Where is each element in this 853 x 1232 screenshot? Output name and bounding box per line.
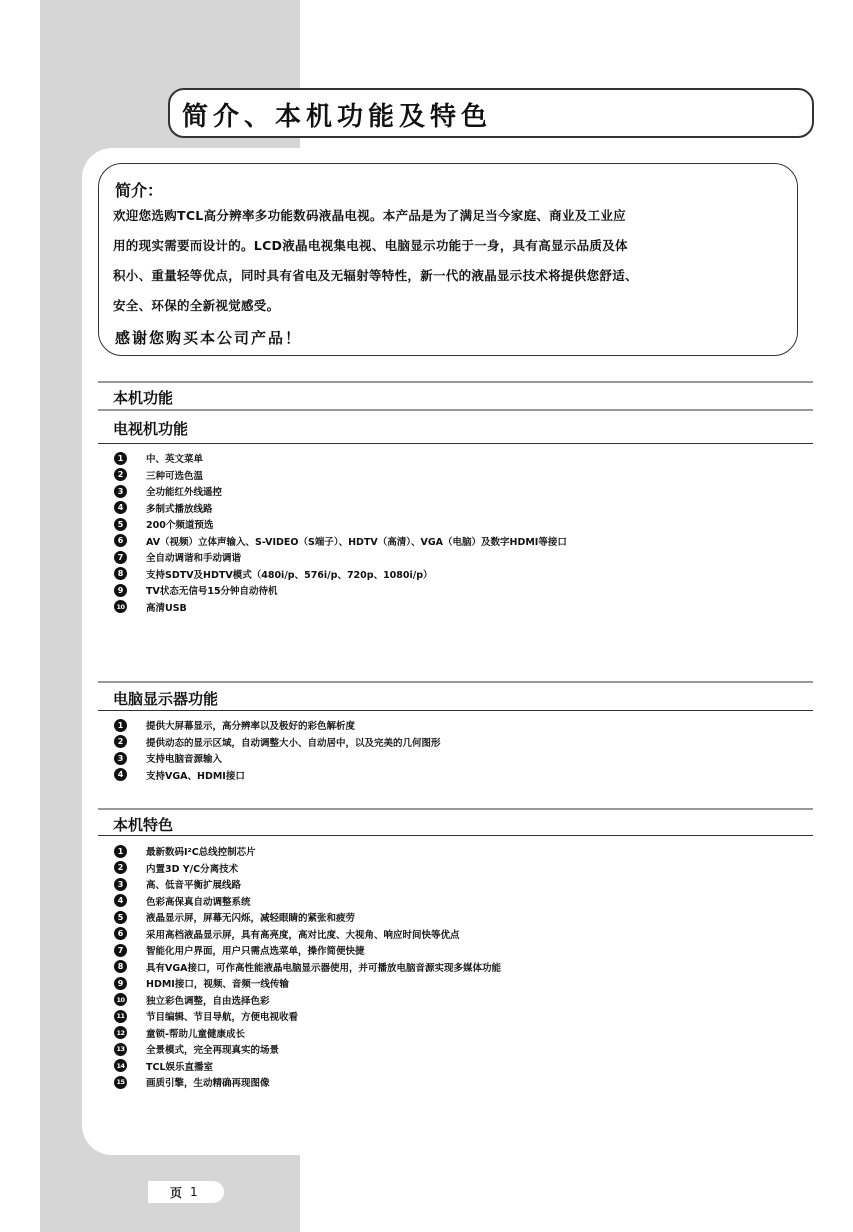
number-badge: 3	[114, 485, 127, 498]
number-badge: 13	[114, 1043, 127, 1056]
tv-functions-heading: 电视机功能	[113, 420, 189, 438]
number-badge: 14	[114, 1059, 127, 1072]
intro-line-1: 欢迎您选购TCL高分辨率多功能数码液晶电视。本产品是为了满足当今家庭、商业及工业应	[113, 208, 626, 223]
number-badge: 2	[114, 861, 127, 874]
list-item: 2 三种可选色温	[114, 467, 567, 484]
divider	[98, 710, 813, 711]
number-badge: 2	[114, 735, 127, 748]
number-badge: 12	[114, 1026, 127, 1039]
number-badge: 11	[114, 1010, 127, 1023]
list-item: 9 TV状态无信号15分钟自动待机	[114, 582, 567, 599]
list-item: 12 童锁-帮助儿童健康成长	[114, 1025, 501, 1042]
feature-list	[114, 843, 501, 1091]
list-item: 4 支持VGA、HDMI接口	[114, 767, 441, 784]
list-item: 13 全景模式，完全再现真实的场景	[114, 1041, 501, 1058]
divider	[98, 835, 813, 836]
intro-line-4: 安全、环保的全新视觉感受。	[113, 298, 280, 313]
list-item: 6 采用高档液晶显示屏，具有高亮度，高对比度、大视角、响应时间快等优点	[114, 926, 501, 943]
list-item: 1 最新数码I²C总线控制芯片	[114, 843, 501, 860]
number-badge: 6	[114, 534, 127, 547]
list-item: 7 智能化用户界面，用户只需点选菜单，操作简便快捷	[114, 942, 501, 959]
number-badge: 6	[114, 927, 127, 940]
intro-thanks: 感谢您购买本公司产品！	[115, 329, 303, 347]
list-item: 1 提供大屏幕显示，高分辨率以及极好的彩色解析度	[114, 717, 441, 734]
number-badge: 1	[114, 719, 127, 732]
pc-functions-heading: 电脑显示器功能	[113, 690, 219, 708]
list-item: 5 200个频道预选	[114, 516, 567, 533]
intro-line-2: 用的现实需要而设计的。LCD液晶电视集电视、电脑显示功能于一身，具有高显示品质及体	[113, 238, 628, 253]
page-number-tab	[148, 1181, 224, 1203]
divider	[98, 409, 813, 411]
list-item: 4 色彩高保真自动调整系统	[114, 893, 501, 910]
list-item: 6 AV（视频）立体声输入、S-VIDEO（S端子）、HDTV（高清）、VGA（电脑）及数字HDMI等接口	[114, 533, 567, 550]
number-badge: 1	[114, 452, 127, 465]
intro-line-3: 积小、重量轻等优点，同时具有省电及无辐射等特性，新一代的液晶显示技术将提供您舒适、	[113, 268, 638, 283]
page-title: 简介、本机功能及特色	[182, 102, 493, 132]
list-item: 15 画质引擎，生动精确再现图像	[114, 1074, 501, 1091]
list-item: 2 提供动态的显示区域，自动调整大小、自动居中，以及完美的几何图形	[114, 734, 441, 751]
features-heading: 本机特色	[113, 816, 174, 834]
list-item: 14 TCL娱乐直播室	[114, 1058, 501, 1075]
number-badge: 9	[114, 584, 127, 597]
pc-function-list	[114, 717, 441, 783]
number-badge: 5	[114, 518, 127, 531]
number-badge: 2	[114, 468, 127, 481]
list-item: 1 中、英文菜单	[114, 450, 567, 467]
list-item: 2 内置3D Y/C分离技术	[114, 860, 501, 877]
number-badge: 3	[114, 878, 127, 891]
list-item: 3 全功能红外线遥控	[114, 483, 567, 500]
number-badge: 4	[114, 501, 127, 514]
divider	[98, 443, 813, 444]
page-label: 页	[170, 1185, 183, 1200]
number-badge: 3	[114, 752, 127, 765]
list-item: 3 支持电脑音源输入	[114, 750, 441, 767]
divider	[98, 381, 813, 383]
list-item: 9 HDMI接口，视频、音频一线传输	[114, 975, 501, 992]
list-item: 11 节目编辑、节目导航，方便电视收看	[114, 1008, 501, 1025]
number-badge: 4	[114, 894, 127, 907]
functions-heading: 本机功能	[113, 389, 174, 407]
number-badge: 5	[114, 911, 127, 924]
number-badge: 8	[114, 567, 127, 580]
list-item: 10 高清USB	[114, 599, 567, 616]
number-badge: 10	[114, 600, 127, 613]
divider	[98, 681, 813, 683]
list-item: 4 多制式播放线路	[114, 500, 567, 517]
list-item: 8 支持SDTV及HDTV模式（480i/p、576i/p、720p、1080i/p）	[114, 566, 567, 583]
list-item: 10 独立彩色调整，自由选择色彩	[114, 992, 501, 1009]
number-badge: 9	[114, 977, 127, 990]
number-badge: 10	[114, 993, 127, 1006]
list-item: 5 液晶显示屏，屏幕无闪烁，减轻眼睛的紧张和疲劳	[114, 909, 501, 926]
number-badge: 4	[114, 768, 127, 781]
divider	[98, 808, 813, 810]
number-badge: 7	[114, 944, 127, 957]
intro-heading: 简介：	[115, 181, 164, 200]
number-badge: 15	[114, 1076, 127, 1089]
number-badge: 7	[114, 551, 127, 564]
list-item: 8 具有VGA接口，可作高性能液晶电脑显示器使用，并可播放电脑音源实现多媒体功能	[114, 959, 501, 976]
page-number: 1	[190, 1185, 198, 1199]
list-item: 3 高、低音平衡扩展线路	[114, 876, 501, 893]
number-badge: 1	[114, 845, 127, 858]
list-item: 7 全自动调谐和手动调谐	[114, 549, 567, 566]
number-badge: 8	[114, 960, 127, 973]
tv-function-list	[114, 450, 567, 615]
